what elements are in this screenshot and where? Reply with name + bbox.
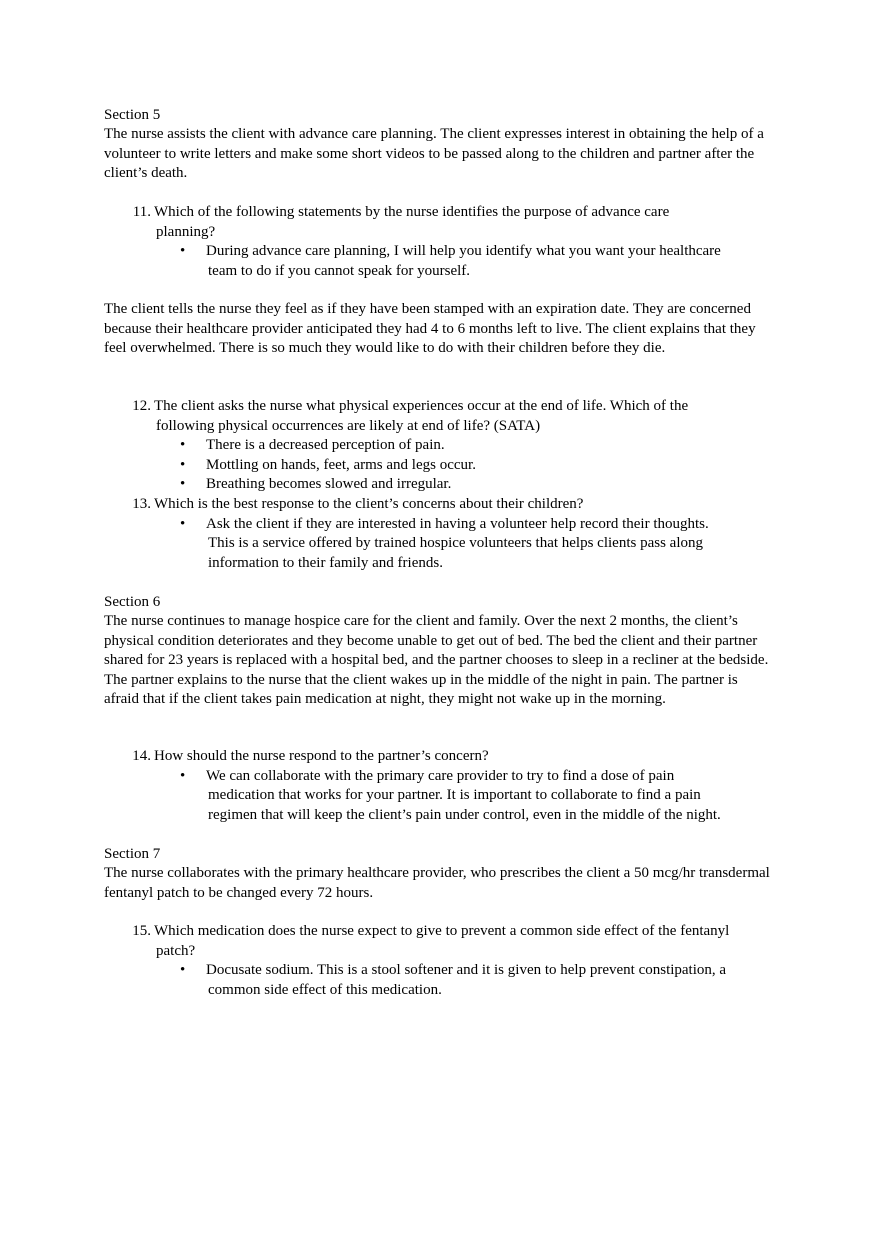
bullet-icon: • (180, 767, 186, 784)
question-text-cont: patch? (156, 942, 196, 959)
question-text-cont: planning? (156, 223, 216, 240)
question-text: Which is the best response to the client’s concerns about their children? (154, 496, 584, 512)
list-item (129, 961, 775, 1000)
question-11 (129, 203, 775, 281)
answer-text-cont: This is a service offered by trained hospice volunteers that helps clients pass along (208, 535, 703, 551)
bullet-icon: • (180, 437, 186, 453)
question-number: 15. (132, 923, 151, 939)
section-5-heading: Section 5 (104, 107, 161, 123)
answer-text-cont: medication that works for your partner. It is important to collaborate to find a pain (208, 787, 701, 803)
question-14 (129, 747, 775, 825)
answer-text: During advance care planning, I will help you identify what you want your healthcare (206, 243, 721, 259)
question-12 (129, 397, 775, 495)
section-6-heading: Section 6 (104, 594, 161, 610)
list-item (129, 436, 775, 456)
question-number: 14. (132, 748, 151, 764)
answer-text-cont: common side effect of this medication. (208, 981, 442, 998)
list-item (129, 767, 775, 826)
question-13 (129, 495, 775, 573)
answer-list (129, 515, 775, 574)
question-text: How should the nurse respond to the partner’s concern? (154, 748, 489, 764)
bullet-icon: • (180, 962, 186, 978)
section-7-intro: The nurse collaborates with the primary healthcare provider, who prescribes the client a 50 mcg/hr transdermal fentanyl patch to be changed every 72 hours. (104, 865, 770, 901)
answer-list (129, 436, 775, 495)
bullet-icon: • (180, 243, 186, 259)
question-text: Which medication does the nurse expect to give to prevent a common side effect of the fentanyl (154, 923, 730, 939)
answer-text: Ask the client if they are interested in having a volunteer help record their thoughts. (206, 515, 709, 532)
question-text: Which of the following statements by the nurse identifies the purpose of advance care (154, 204, 670, 220)
list-item (129, 242, 775, 281)
section-5-intro: The nurse assists the client with advance care planning. The client expresses interest in obtaining the help of a volunteer to write letters and make some short videos to be passed along to the children and partner after the client’s death. (104, 126, 764, 181)
answer-text-cont: regimen that will keep the client’s pain under control, even in the middle of the night. (208, 806, 721, 823)
bullet-icon: • (180, 456, 186, 473)
answer-text: Mottling on hands, feet, arms and legs occur. (206, 456, 476, 473)
answer-text: There is a decreased perception of pain. (206, 437, 445, 453)
answer-text-cont: team to do if you cannot speak for yourself. (208, 262, 471, 279)
section-7-heading: Section 7 (104, 846, 161, 862)
question-15 (129, 922, 775, 1000)
section-6-intro: The nurse continues to manage hospice care for the client and family. Over the next 2 months, the client’s physical condition deteriorates and they become unable to get out of bed. The bed the client and their partner shared for 23 years is replaced with a hospital bed, and the partner chooses to sleep in a recliner at the bedside. The partner explains to the nurse that the client wakes up in the middle of the night in pain. The partner is afraid that if the client takes pain medication at night, they might not wake up in the morning. (104, 613, 769, 707)
question-text-cont: following physical occurrences are likely at end of life? (SATA) (156, 417, 541, 434)
answer-text: Breathing becomes slowed and irregular. (206, 476, 452, 492)
question-number: 13. (132, 496, 151, 512)
answer-text-cont: information to their family and friends. (208, 554, 443, 571)
answer-list (129, 961, 775, 1000)
answer-list (129, 242, 775, 281)
answer-text: We can collaborate with the primary care provider to try to find a dose of pain (206, 767, 675, 784)
list-item (129, 456, 775, 476)
answer-text: Docusate sodium. This is a stool softener and it is given to help prevent constipation, a (206, 962, 727, 978)
question-number: 11. (132, 204, 151, 220)
question-number: 12. (132, 398, 151, 414)
answer-list (129, 767, 775, 826)
client-scenario: The client tells the nurse they feel as if they have been stamped with an expiration date. They are concerned because their healthcare provider anticipated they had 4 to 6 months left to live. The client explains that they feel overwhelmed. There is so much they would like to do with their children before they die. (104, 301, 756, 356)
list-item (129, 475, 775, 495)
bullet-icon: • (180, 515, 186, 532)
list-item (129, 515, 775, 574)
question-text: The client asks the nurse what physical experiences occur at the end of life. Which of the (154, 398, 689, 414)
bullet-icon: • (180, 476, 186, 492)
